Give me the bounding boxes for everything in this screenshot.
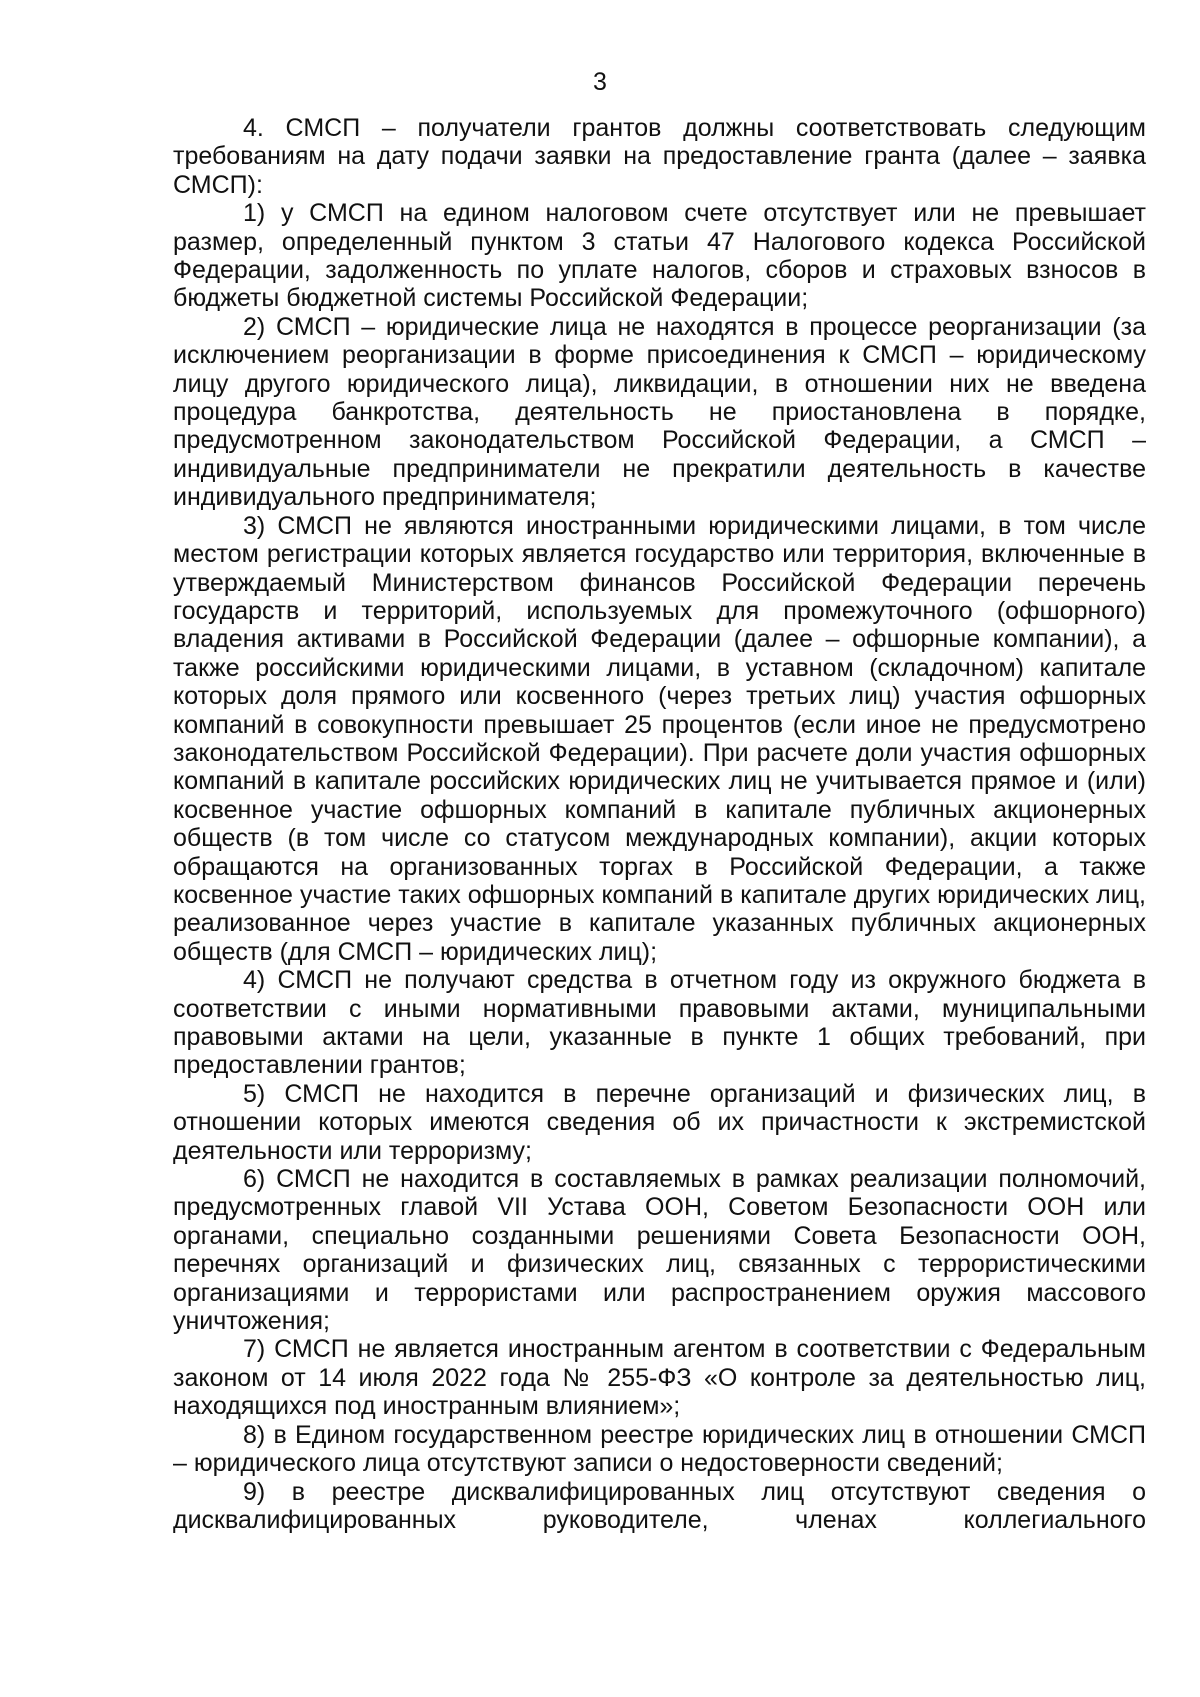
paragraph-requirements-intro: 4. СМСП – получатели грантов должны соответствовать следующим требованиям на дату подачи заявки на предоставление гранта (далее – заявка СМСП):: [173, 114, 1146, 199]
paragraph-item-4: 4) СМСП не получают средства в отчетном году из окружного бюджета в соответствии с иными нормативными правовыми актами, муниципальными правовыми актами на цели, указанные в пункте 1 общих требований, при предоставлении грантов;: [173, 966, 1146, 1080]
document-body: [173, 114, 1146, 1534]
paragraph-item-9: 9) в реестре дисквалифицированных лиц отсутствуют сведения о дисквалифицированных руководителе, членах коллегиального: [173, 1477, 1146, 1534]
paragraph-item-3: 3) СМСП не являются иностранными юридическими лицами, в том числе местом регистрации которых является государство или территория, включенные в утверждаемый Министерством финансов Российской Федерации перечень государств и территорий, используемых для промежуточного (офшорного) владения активами в Российской Федерации (далее – офшорные компании), а также российскими юридическими лицами, в уставном (складочном) капитале которых доля прямого или косвенного (через третьих лиц) участия офшорных компаний в совокупности превышает 25 процентов (если иное не предусмотрено законодательством Российской Федерации). При расчете доли участия офшорных компаний в капитале российских юридических лиц не учитывается прямое и (или) косвенное участие офшорных компаний в капитале публичных акционерных обществ (в том числе со статусом международных компании), акции которых обращаются на организованных торгах в Российской Федерации, а также косвенное участие таких офшорных компаний в капитале других юридических лиц, реализованное через участие в капитале указанных публичных акционерных обществ (для СМСП – юридических лиц);: [173, 511, 1146, 966]
paragraph-item-2: 2) СМСП – юридические лица не находятся в процессе реорганизации (за исключением реорганизации в форме присоединения к СМСП – юридическому лицу другого юридического лица), ликвидации, в отношении них не введена процедура банкротства, деятельность не приостановлена в порядке, предусмотренном законодательством Российской Федерации, а СМСП – индивидуальные предприниматели не прекратили деятельность в качестве индивидуального предпринимателя;: [173, 312, 1146, 512]
paragraph-item-1: 1) у СМСП на едином налоговом счете отсутствует или не превышает размер, определенный пунктом 3 статьи 47 Налогового кодекса Российской Федерации, задолженность по уплате налогов, сборов и страховых взносов в бюджеты бюджетной системы Российской Федерации;: [173, 199, 1146, 313]
paragraph-item-7: 7) СМСП не является иностранным агентом в соответствии с Федеральным законом от 14 июля 2022 года № 255-ФЗ «О контроле за деятельностью лиц, находящихся под иностранным влиянием»;: [173, 1335, 1146, 1421]
paragraph-item-8: 8) в Едином государственном реестре юридических лиц в отношении СМСП – юридического лица отсутствуют записи о недостоверности сведений;: [173, 1420, 1146, 1478]
paragraph-item-5: 5) СМСП не находится в перечне организаций и физических лиц, в отношении которых имеются сведения об их причастности к экстремистской деятельности или терроризму;: [173, 1079, 1146, 1165]
page-number: 3: [593, 68, 607, 96]
paragraph-item-6: 6) СМСП не находится в составляемых в рамках реализации полномочий, предусмотренных главой VII Устава ООН, Советом Безопасности ООН или органами, специально созданными решениями Совета Безопасности ООН, перечнях организаций и физических лиц, связанных с террористическими организациями и террористами или распространением оружия массового уничтожения;: [173, 1165, 1146, 1336]
